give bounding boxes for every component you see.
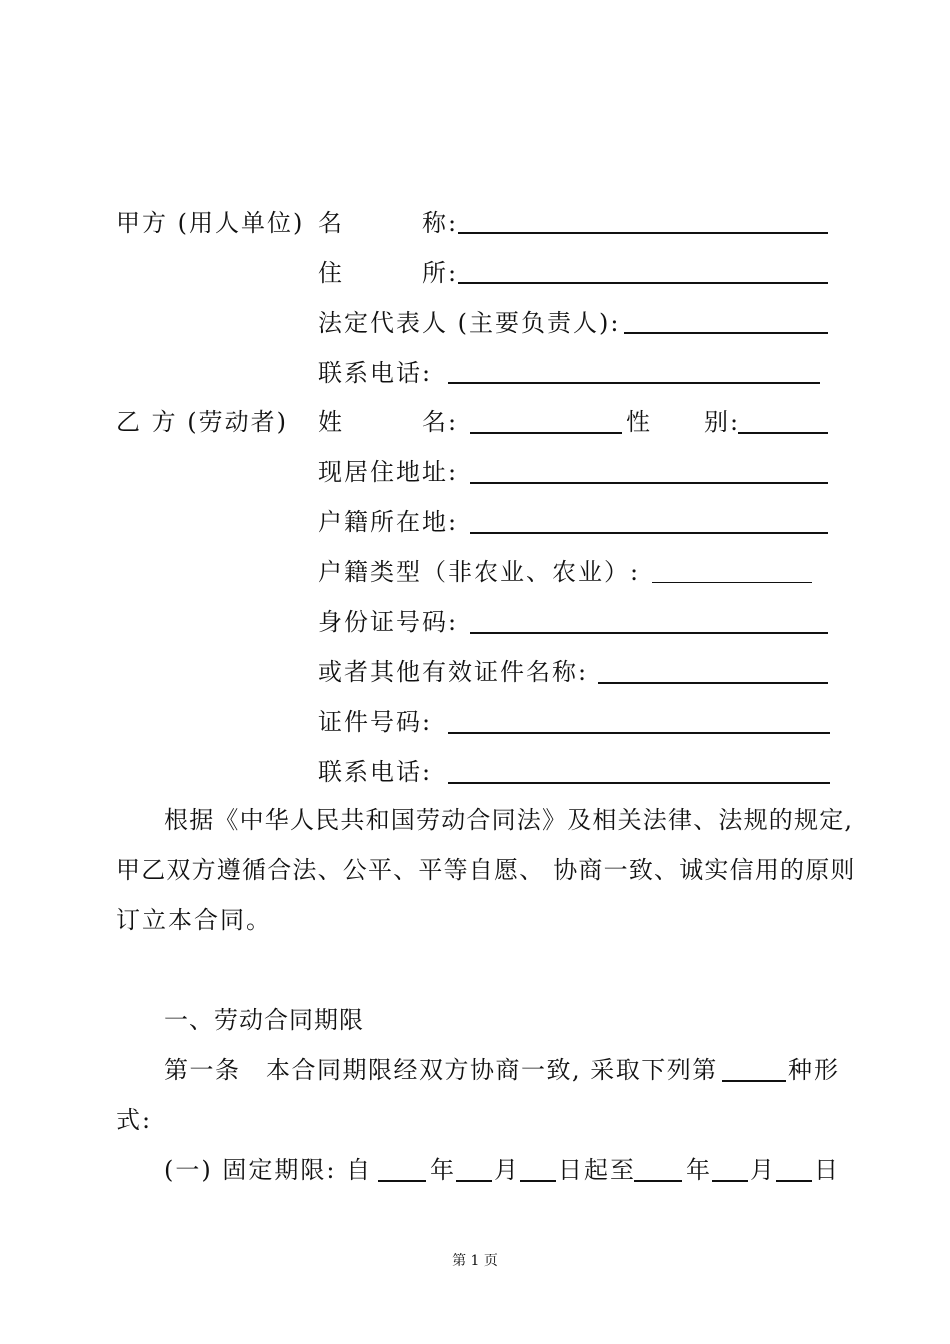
article-1-text-end: 种形 (788, 1056, 840, 1084)
party-b-name-label: 姓 名: (318, 408, 459, 436)
party-b-phone-label: 联系电话: (318, 758, 433, 786)
end-year-unit: 年 (686, 1156, 712, 1184)
party-a-address-label: 住 所: (318, 259, 459, 287)
party-b-hukou-location-label: 户籍所在地: (318, 508, 459, 536)
end-year-field[interactable] (634, 1180, 682, 1182)
party-a-label: 甲方 (用人单位) (116, 209, 305, 237)
article-1-form-field[interactable] (722, 1080, 786, 1082)
start-month-field[interactable] (456, 1180, 492, 1182)
preamble-line-3: 订立本合同。 (116, 906, 272, 934)
party-b-gender-label: 性 别: (626, 408, 741, 436)
party-b-name-field[interactable] (470, 432, 622, 434)
end-day-unit: 日 (814, 1156, 840, 1184)
end-month-field[interactable] (712, 1180, 748, 1182)
party-b-phone-field[interactable] (448, 782, 830, 784)
end-month-unit: 月 (750, 1156, 776, 1184)
party-a-legal-rep-field[interactable] (624, 332, 828, 334)
section-1-title: 一、劳动合同期限 (164, 1006, 364, 1034)
start-year-field[interactable] (378, 1180, 426, 1182)
party-a-name-field[interactable] (458, 232, 828, 234)
party-b-current-address-field[interactable] (470, 482, 828, 484)
party-b-cert-number-label: 证件号码: (318, 708, 433, 736)
start-day-unit: 日起至 (558, 1156, 636, 1184)
preamble-line-1: 根据《中华人民共和国劳动合同法》及相关法律、法规的规定, (164, 806, 854, 834)
party-b-cert-number-field[interactable] (448, 732, 830, 734)
page-number: 第 1 页 (452, 1253, 498, 1269)
party-b-current-address-label: 现居住地址: (318, 458, 459, 486)
article-1-text-cont: 式: (116, 1106, 153, 1134)
party-b-label: 乙 方 (劳动者) (116, 408, 288, 436)
start-month-unit: 月 (494, 1156, 520, 1184)
party-b-hukou-location-field[interactable] (470, 532, 828, 534)
start-day-field[interactable] (520, 1180, 556, 1182)
article-1-text: 第一条 本合同期限经双方协商一致, 采取下列第 (164, 1056, 718, 1084)
party-a-name-label: 名 称: (318, 209, 459, 237)
party-b-other-id-name-field[interactable] (598, 682, 828, 684)
party-a-address-field[interactable] (458, 282, 828, 284)
party-a-phone-label: 联系电话: (318, 359, 433, 387)
start-year-unit: 年 (430, 1156, 456, 1184)
party-b-hukou-type-label: 户籍类型（非农业、农业）: (318, 558, 641, 586)
preamble-line-2: 甲乙双方遵循合法、公平、平等自愿、 协商一致、诚实信用的原则 (116, 856, 856, 884)
party-b-id-number-field[interactable] (470, 632, 828, 634)
party-a-legal-rep-label: 法定代表人 (主要负责人): (318, 309, 621, 337)
party-b-id-number-label: 身份证号码: (318, 608, 459, 636)
party-b-gender-field[interactable] (738, 432, 828, 434)
party-b-hukou-type-field[interactable] (652, 582, 812, 583)
party-a-phone-field[interactable] (448, 382, 820, 384)
fixed-term-label: (一) 固定期限: 自 (164, 1156, 373, 1184)
party-b-other-id-name-label: 或者其他有效证件名称: (318, 658, 589, 686)
end-day-field[interactable] (776, 1180, 812, 1182)
